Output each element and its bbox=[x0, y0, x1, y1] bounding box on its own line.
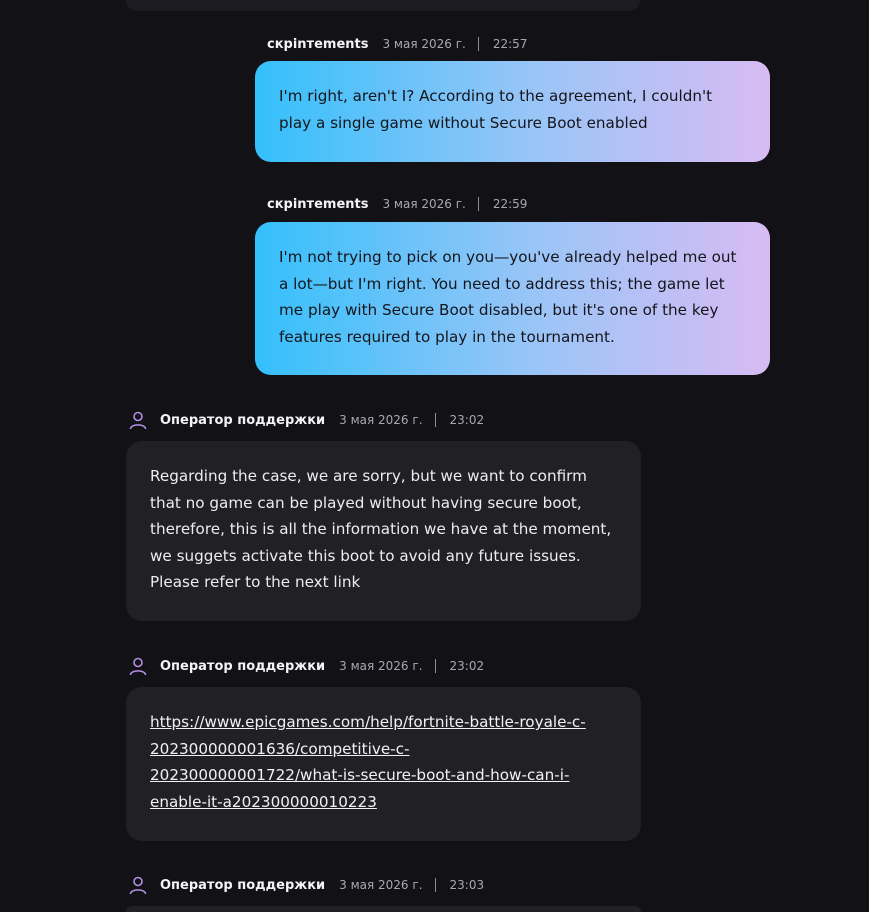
message-header bbox=[128, 656, 484, 676]
incoming-message-bubble bbox=[126, 687, 641, 841]
outgoing-message-bubble bbox=[255, 222, 770, 375]
message-text: I'm not trying to pick on you—you've already helped me out a lot—but I'm right. You need to address this; the game let me play with Secure Boot disabled, but it's one of the key features required to play in the tournament. bbox=[279, 248, 737, 346]
divider bbox=[478, 197, 479, 211]
message-date: 3 мая 2026 г. bbox=[339, 659, 423, 673]
message-text: Regarding the case, we are sorry, but we want to confirm that no game can be played without having secure boot, therefore, this is all the information we have at the moment, we suggets activate this boot to avoid any future issues. Please refer to the next link bbox=[150, 467, 612, 591]
message-date: 3 мая 2026 г. bbox=[382, 37, 466, 51]
message-date: 3 мая 2026 г. bbox=[339, 878, 423, 892]
divider bbox=[478, 37, 479, 51]
message-header bbox=[128, 410, 484, 430]
incoming-message-bubble bbox=[126, 906, 641, 912]
divider bbox=[435, 659, 436, 673]
incoming-message-bubble bbox=[126, 441, 641, 621]
user-icon bbox=[128, 656, 148, 676]
outgoing-message-bubble bbox=[255, 61, 770, 162]
message-header bbox=[267, 194, 527, 214]
author-name: Оператор поддержки bbox=[160, 412, 326, 428]
divider bbox=[435, 878, 436, 892]
message-time: 22:59 bbox=[492, 197, 528, 211]
message-date: 3 мая 2026 г. bbox=[382, 197, 466, 211]
message-date: 3 мая 2026 г. bbox=[339, 413, 423, 427]
message-time: 23:02 bbox=[449, 659, 485, 673]
message-header bbox=[267, 34, 527, 54]
message-header bbox=[128, 875, 484, 895]
author-name: скрinтements bbox=[267, 196, 369, 212]
author-name: скрinтements bbox=[267, 36, 369, 52]
message-text: I'm right, aren't I? According to the agreement, I couldn't play a single game without Secure Boot enabled bbox=[279, 87, 713, 132]
help-article-link[interactable]: https://www.epicgames.com/help/fortnite-battle-royale-c- 202300000001636/competitive-c- 202300000001722/what-is-secure-boot-and-how-can-i- enable-it-a202300000010223 bbox=[150, 713, 586, 811]
message-time: 23:02 bbox=[449, 413, 485, 427]
message-time: 23:03 bbox=[449, 878, 485, 892]
user-icon bbox=[128, 875, 148, 895]
author-name: Оператор поддержки bbox=[160, 658, 326, 674]
author-name: Оператор поддержки bbox=[160, 877, 326, 893]
message-time: 22:57 bbox=[492, 37, 528, 51]
divider bbox=[435, 413, 436, 427]
previous-message-bubble bbox=[126, 0, 640, 11]
user-icon bbox=[128, 410, 148, 430]
